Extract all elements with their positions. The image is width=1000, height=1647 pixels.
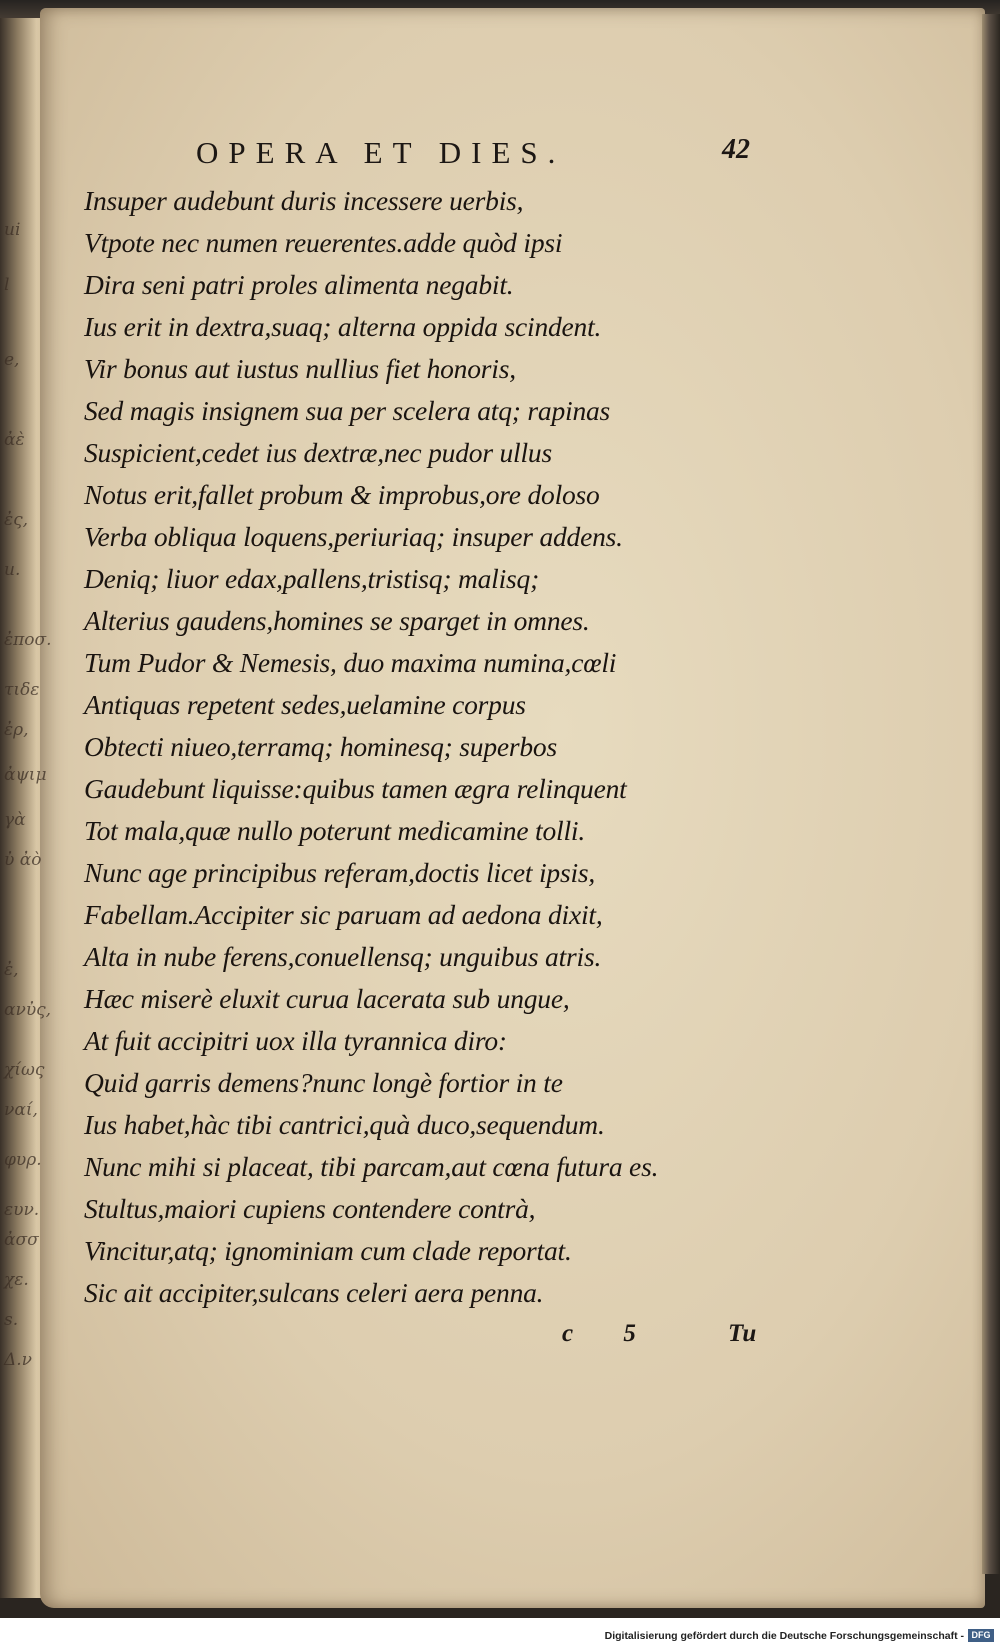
marginalia-fragment: l [4,275,10,295]
verse-line: Antiquas repetent sedes,uelamine corpus [84,689,526,720]
verse-line: Vincitur,atq; ignominiam cum clade reportat. [84,1235,572,1266]
left-page-marginalia [4,200,52,1400]
marginalia-fragment: φυρ. [4,1150,42,1170]
verse-line: Quid garris demens?nunc longè fortior in te [84,1067,563,1098]
marginalia-fragment: ἐ, [4,960,19,980]
verse-line: Vir bonus aut iustus nullius fiet honoris, [84,353,516,384]
catchword: Tu [728,1320,757,1347]
verse-line: Notus erit,fallet probum & improbus,ore doloso [84,479,600,510]
marginalia-fragment: ευν. [4,1200,40,1220]
marginalia-fragment: Δ.ν [4,1350,33,1370]
verse-line: Verba obliqua loquens,periuriaq; insuper addens. [84,521,623,552]
verse-line: Gaudebunt liquisse:quibus tamen ægra relinquent [84,773,627,804]
verse-line: Hæc miserè eluxit curua lacerata sub ungue, [84,983,570,1014]
marginalia-fragment: e, [4,350,20,370]
marginalia-fragment: u. [4,560,21,580]
marginalia-fragment: ui [4,220,21,240]
verse-line: Nunc mihi si placeat, tibi parcam,aut cœna futura es. [84,1151,659,1182]
page-number: 42 [722,134,750,165]
verse-line: Nunc age principibus referam,doctis licet ipsis, [84,857,596,888]
marginalia-fragment: ὐ ἀὸ [4,850,42,870]
marginalia-fragment: ἐποσ. [4,630,52,650]
marginalia-fragment: ἀσσ [4,1230,39,1250]
verse-line: Alterius gaudens,homines se sparget in omnes. [84,605,590,636]
marginalia-fragment: ἐρ, [4,720,29,740]
marginalia-fragment: ἀψιμ [4,765,47,785]
verse-line: Tot mala,quæ nullo poterunt medicamine tolli. [84,815,586,846]
verse-line: Vtpote nec numen reuerentes.adde quòd ipsi [84,227,563,258]
marginalia-fragment: s. [4,1310,19,1330]
marginalia-fragment: τιδε [4,680,40,700]
verse-line: Fabellam.Accipiter sic paruam ad aedona dixit, [84,899,603,930]
running-head: OPERA ET DIES. [196,135,566,170]
marginalia-fragment: ναί, [4,1100,38,1120]
marginalia-fragment: χίως [4,1060,45,1080]
verse-line: Sed magis insignem sua per scelera atq; rapinas [84,395,611,426]
verse-line: Ius habet,hàc tibi cantrici,quà duco,sequendum. [84,1109,605,1140]
marginalia-fragment: γὰ [4,810,26,830]
marginalia-fragment: ἐς, [4,510,29,530]
signature-mark: c 5 [562,1320,658,1347]
verse-line: Stultus,maiori cupiens contendere contrà, [84,1193,536,1224]
verse-line: Dira seni patri proles alimenta negabit. [84,269,514,300]
verse-line: Deniq; liuor edax,pallens,tristisq; malisq; [84,563,540,594]
marginalia-fragment: ανὐς, [4,1000,52,1020]
digitization-credit: Digitalisierung gefördert durch die Deutsche Forschungsgemeinschaft - [604,1630,964,1642]
verse-line: Obtecti niueo,terramq; hominesq; superbos [84,731,557,762]
marginalia-fragment: χε. [4,1270,29,1290]
dfg-logo: DFG [968,1629,994,1642]
verse-line: Tum Pudor & Nemesis, duo maxima numina,cœli [84,647,617,678]
verse-line: Ius erit in dextra,suaq; alterna oppida scindent. [84,311,602,342]
verse-line: Insuper audebunt duris incessere uerbis, [84,185,524,216]
verse-line: Alta in nube ferens,conuellensq; unguibus atris. [84,941,602,972]
verse-line: Suspicient,cedet ius dextræ,nec pudor ullus [84,437,552,468]
verse-text [84,180,784,1314]
verse-line: Sic ait accipiter,sulcans celeri aera penna. [84,1277,544,1308]
verse-line: At fuit accipitri uox illa tyrannica diro: [84,1025,507,1056]
right-page-edge [982,14,1000,1574]
marginalia-fragment: ἀὲ [4,430,25,450]
